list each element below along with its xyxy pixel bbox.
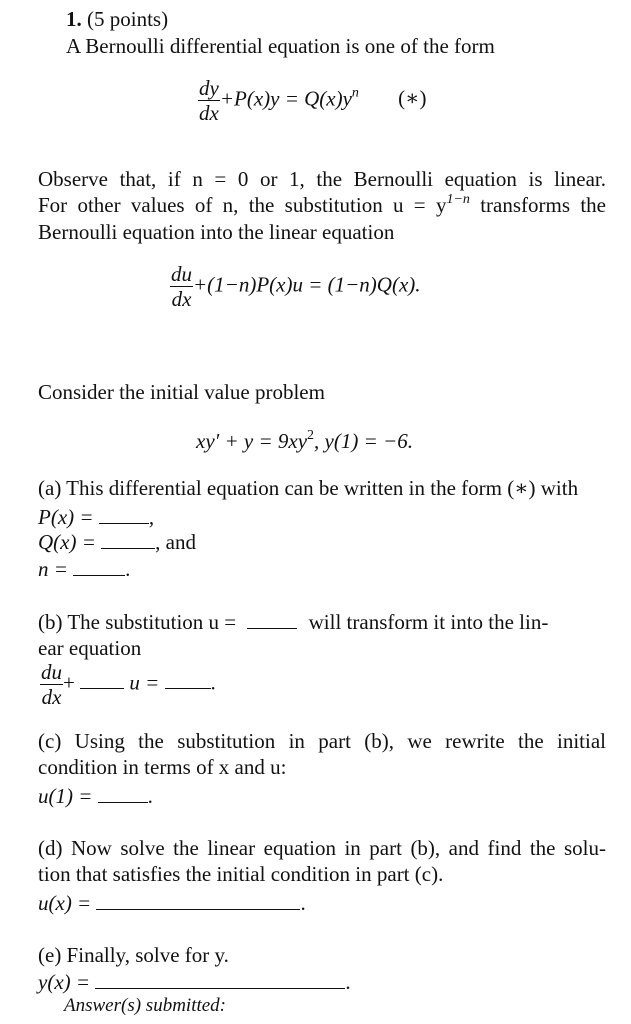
part-b-line-2: ear equation xyxy=(38,636,142,660)
ux-answer-field[interactable] xyxy=(96,908,300,910)
part-b-line-1: (b) The substitution u = will transform it into the lin- xyxy=(38,610,549,634)
observe-line-3: Bernoulli equation into the linear equation xyxy=(38,220,395,244)
part-a-n-row: n = . xyxy=(38,557,131,581)
ivp-equation: $xy' + y = 9xy^2$, y(1) = −6. xyxy=(196,428,413,453)
part-c-answer-row: u(1) = . xyxy=(38,784,153,808)
answers-submitted-label: Answer(s) submitted: xyxy=(64,995,227,1016)
part-a-p-row: P(x) = , xyxy=(38,505,155,529)
part-a-q-row: Q(x) = , and xyxy=(38,530,196,554)
problem-header xyxy=(66,6,168,32)
p-answer-field[interactable] xyxy=(99,522,149,524)
part-e-answer-row: y(x) = . xyxy=(38,970,351,994)
linear-coefficient-field[interactable] xyxy=(80,687,124,689)
part-c-line-1: (c) Using the substitution in part (b), we rewrite the initial xyxy=(38,729,606,753)
problem-points: (5 points) xyxy=(87,7,169,31)
q-answer-field[interactable] xyxy=(101,547,155,549)
bernoulli-equation: $\frac{dy}{dx}$ $+P(x)y = Q(x)y^n$ (∗) xyxy=(199,76,427,126)
part-d-line-1: (d) Now solve the linear equation in part (b), and find the solu- xyxy=(38,836,606,860)
part-b-du-dx-fraction: $\frac{du}{dx}$ xyxy=(41,660,62,710)
dy-dx-fraction: $\frac{dy}{dx}$ xyxy=(199,76,219,126)
observe-line-1: Observe that, if n = 0 or 1, the Bernoulli equation is linear. xyxy=(38,167,606,191)
observe-line-2: For other values of n, the substitution $u = y^{1-n}$ transforms the xyxy=(38,192,606,217)
part-a-text: (a) This differential equation can be written in the form (∗) with xyxy=(38,476,579,500)
problem-number: 1. xyxy=(66,7,82,31)
part-e-line-1: (e) Finally, solve for y. xyxy=(38,943,229,967)
equation-tag: (∗) xyxy=(398,86,427,111)
part-b-equation: $\frac{du}{dx}$ + u = . xyxy=(41,660,216,710)
du-dx-fraction: $\frac{du}{dx}$ xyxy=(171,262,192,312)
part-c-line-2: condition in terms of x and u: xyxy=(38,755,287,779)
part-d-line-2: tion that satisfies the initial condition in part (c). xyxy=(38,862,444,886)
n-answer-field[interactable] xyxy=(73,574,125,576)
intro-text: A Bernoulli differential equation is one of the form xyxy=(66,34,495,58)
substitution-answer-field[interactable] xyxy=(247,627,297,629)
linear-equation: $\frac{du}{dx}$ +(1−n)P(x)u = (1−n)Q(x). xyxy=(171,262,421,312)
linear-rhs-field[interactable] xyxy=(165,687,211,689)
part-d-answer-row: u(x) = . xyxy=(38,891,306,915)
u1-answer-field[interactable] xyxy=(98,801,148,803)
consider-text: Consider the initial value problem xyxy=(38,380,325,404)
yx-answer-field[interactable] xyxy=(95,987,345,989)
